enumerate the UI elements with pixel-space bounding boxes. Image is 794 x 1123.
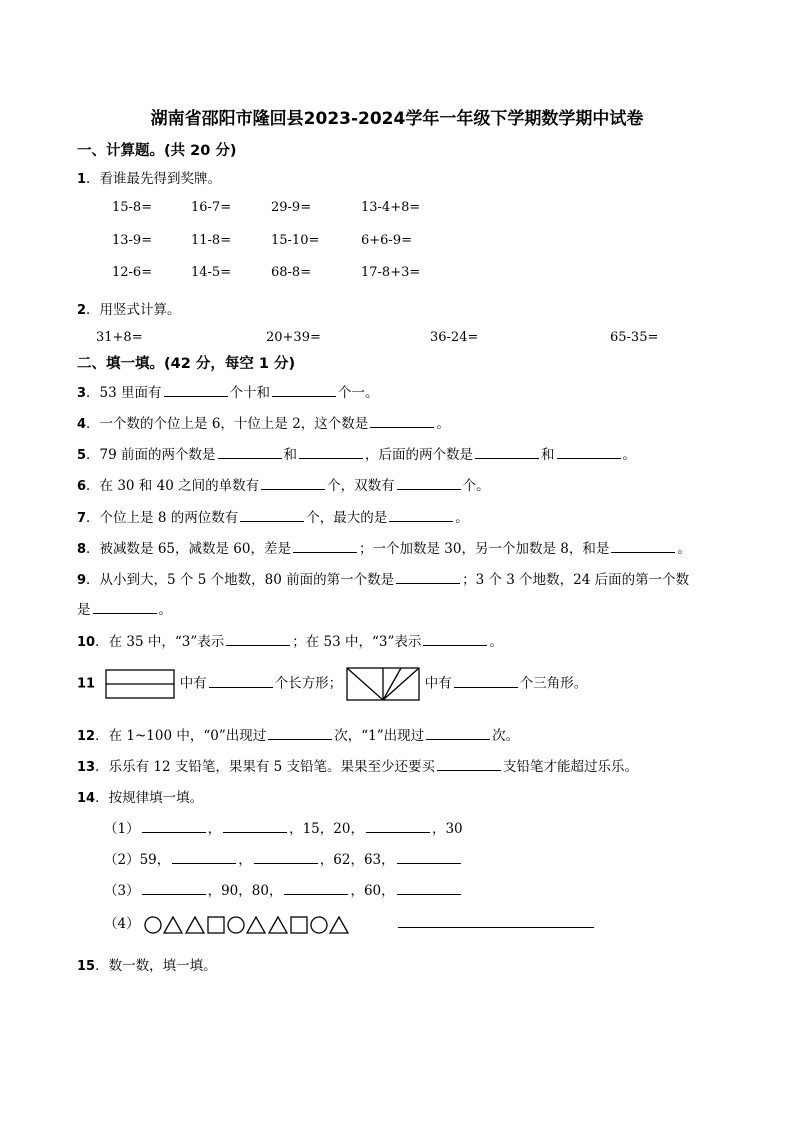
answer-blank[interactable] [437,757,501,771]
expression: 13-4+8= [361,200,421,215]
question-15 [77,954,217,974]
expression: 65-35= [610,330,659,345]
question-13 [77,755,638,775]
sequence-text: ， [207,821,222,837]
question-text: ．用竖式计算。 [86,302,181,318]
expression: 16-7= [191,200,232,215]
question-3 [77,381,379,401]
question-text: ．被减数是 65，减数是 60，差是 [86,541,291,557]
question-8 [77,537,691,557]
question-text: ；一个加数是 30，另一个加数是 8，和是 [359,541,610,557]
question-number: 14 [77,791,96,806]
expression: 15-10= [271,233,320,248]
answer-blank[interactable] [397,881,461,895]
question-5 [77,443,636,463]
answer-blank[interactable] [299,445,363,459]
answer-blank[interactable] [426,726,490,740]
expression: 14-5= [191,265,232,280]
answer-blank[interactable] [142,819,206,833]
question-number: 15 [77,959,96,974]
expression: 36-24= [430,330,479,345]
answer-blank[interactable] [397,476,461,490]
question-text: 。 [436,416,450,432]
answer-blank[interactable] [293,539,357,553]
question-9-continued [77,598,172,618]
answer-blank[interactable] [475,445,539,459]
answer-blank[interactable] [268,726,332,740]
answer-blank[interactable] [254,850,318,864]
question-text: 个一。 [338,385,379,401]
section-heading-calculation: 一、计算题。(共 20 分) [77,143,237,159]
question-text: 中有 [424,675,452,692]
sequence-text: ，62，63， [319,852,395,868]
question-text: 支铅笔才能超过乐乐。 [503,759,639,775]
expression: 17-8+3= [361,265,421,280]
question-text: 。 [489,634,503,650]
expression: 31+8= [96,330,143,345]
answer-blank[interactable] [284,881,348,895]
question-text: 个长方形； [274,675,343,692]
question-text: ．一个数的个位上是 6，十位上是 2，这个数是 [86,416,369,432]
answer-blank[interactable] [226,632,290,646]
answer-blank[interactable] [396,570,460,584]
question-7 [77,506,469,526]
question-12 [77,724,519,744]
answer-blank[interactable] [223,819,287,833]
question-text: 次，“1”出现过 [334,728,425,744]
question-number: 4 [77,417,87,432]
sub-label: （1） [104,821,140,837]
sequence-text: ，90，80， [207,883,283,899]
split-rectangle-figure [105,669,175,699]
question-text: ．数一数，填一填。 [95,958,217,974]
answer-blank[interactable] [218,445,282,459]
question-text: ．在 35 中，“3”表示 [95,634,225,650]
question-1 [77,167,221,187]
question-text: ．在 30 和 40 之间的单数有 [86,478,260,494]
sequence-text: ， [238,852,252,868]
question-text: 次。 [492,728,520,744]
question-text: ．按规律填一填。 [95,790,204,806]
answer-blank[interactable] [389,508,453,522]
answer-blank[interactable] [423,632,487,646]
answer-blank[interactable] [240,508,304,522]
pattern-line-4 [104,912,596,936]
question-text: 。 [455,510,469,526]
pattern-line-3 [104,879,463,899]
sequence-text: ，15，20， [289,821,364,837]
expression: 13-9= [112,233,153,248]
expression: 12-6= [112,265,153,280]
question-text: ；在 53 中，“3”表示 [292,634,422,650]
expression: 15-8= [112,200,153,215]
question-text: 个。 [462,478,490,494]
expression: 11-8= [191,233,232,248]
question-4 [77,412,450,432]
question-text: 个三角形。 [519,675,588,692]
answer-blank[interactable] [261,476,325,490]
question-text: ．个位上是 8 的两位数有 [86,510,239,526]
triangle-fan-figure [346,667,420,701]
question-text: 。 [622,447,637,463]
question-number: 2 [77,303,87,318]
question-number: 13 [77,760,96,775]
question-11 [77,667,587,701]
question-14 [77,786,203,806]
question-text: ；3 个 3 个地数，24 后面的第一个数 [462,572,690,588]
shape-pattern [144,914,396,936]
question-text: 。 [158,602,172,618]
question-text: ．在 1~100 中，“0”出现过 [95,728,267,744]
question-number: 8 [77,542,87,557]
question-number: 10 [77,635,96,650]
question-text: 个，最大的是 [306,510,388,526]
answer-blank[interactable] [209,674,273,688]
answer-blank[interactable] [397,850,461,864]
answer-blank[interactable] [142,881,206,895]
answer-blank[interactable] [370,414,434,428]
answer-blank[interactable] [454,674,518,688]
question-text: ．79 前面的两个数是 [86,447,216,463]
pattern-line-2 [104,848,463,868]
question-10 [77,630,503,650]
question-text: 是 [77,602,91,618]
page-title: 湖南省邵阳市隆回县2023-2024学年一年级下学期数学期中试卷 [150,109,644,129]
question-text: 个，双数有 [327,478,395,494]
sub-label: （4） [104,916,140,932]
question-number: 6 [77,479,87,494]
answer-blank[interactable] [172,850,236,864]
expression: 6+6-9= [361,233,412,248]
question-text: ．看谁最先得到奖牌。 [86,171,222,187]
question-number: 7 [77,511,87,526]
section-heading-fill: 二、填一填。(42 分，每空 1 分) [77,356,296,372]
expression: 20+39= [266,330,321,345]
answer-blank[interactable] [93,600,157,614]
answer-blank[interactable] [366,819,430,833]
answer-blank[interactable] [611,539,675,553]
sub-label: （2）59， [104,852,171,868]
question-6 [77,474,490,494]
question-number: 1 [77,172,87,187]
question-2 [77,298,181,318]
sequence-text: ，60， [350,883,395,899]
question-text: 中有 [179,675,207,692]
question-text: 和 [283,447,298,463]
sub-label: （3） [104,883,140,899]
question-number: 5 [77,448,87,463]
answer-blank[interactable] [557,445,621,459]
question-number: 11 [77,676,96,692]
question-text: 。 [677,541,691,557]
question-number: 9 [77,573,87,588]
question-number: 12 [77,729,96,744]
answer-blank[interactable] [164,383,228,397]
question-text: ．从小到大，5 个 5 个地数，80 前面的第一个数是 [86,572,395,588]
expression: 29-9= [271,200,312,215]
question-number: 3 [77,386,87,401]
pattern-line-1 [104,817,463,837]
answer-blank[interactable] [398,914,594,928]
expression: 68-8= [271,265,312,280]
sequence-text: ，30 [431,821,463,837]
question-text: 个十和 [229,385,271,401]
question-text: ．53 里面有 [86,385,162,401]
question-text: ．乐乐有 12 支铅笔，果果有 5 支铅笔。果果至少还要买 [95,759,436,775]
question-9 [77,568,689,588]
question-text: 和 [541,447,555,463]
question-text: ，后面的两个数是 [365,447,474,463]
answer-blank[interactable] [272,383,336,397]
